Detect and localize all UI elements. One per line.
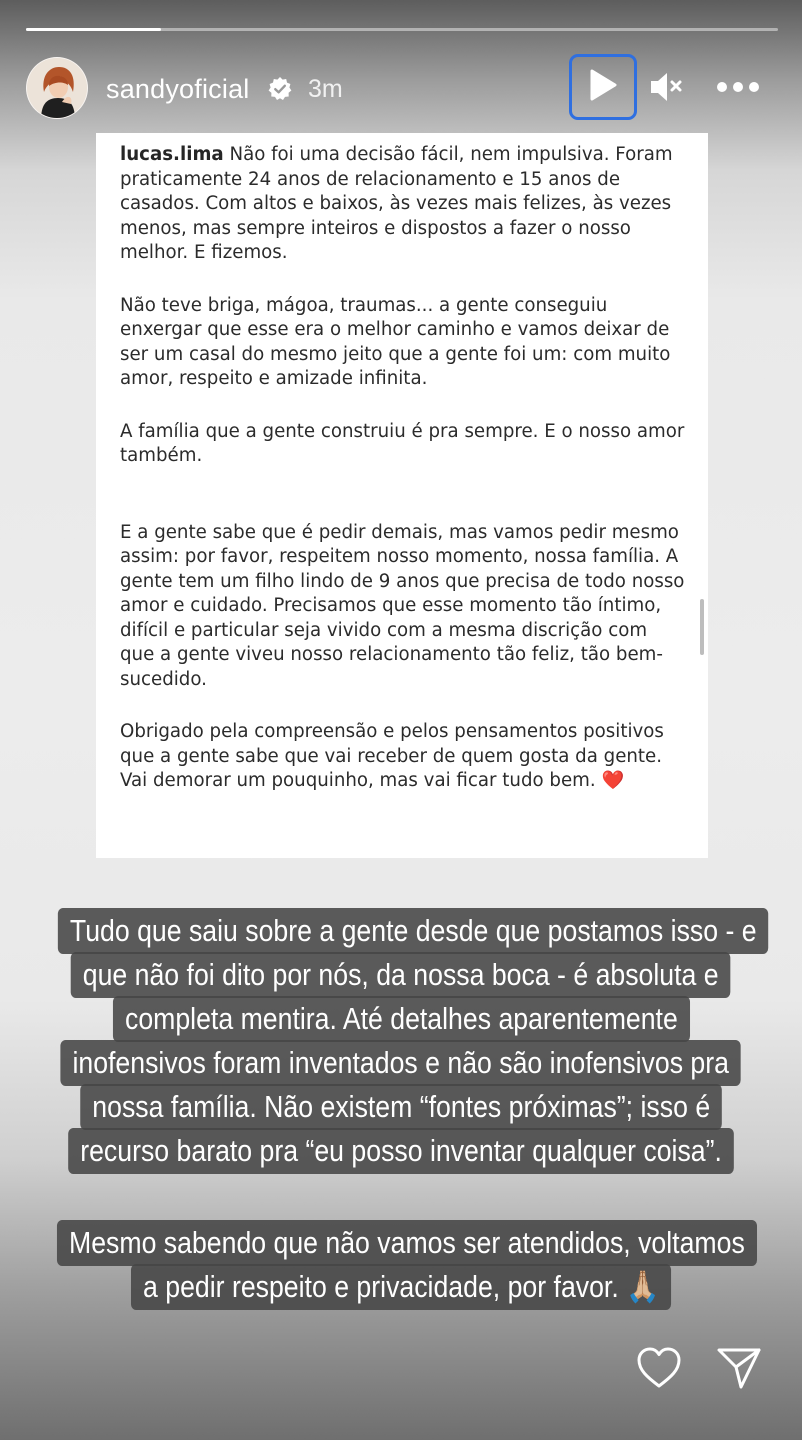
story-progress-fill bbox=[26, 28, 161, 31]
more-options-button[interactable] bbox=[716, 78, 760, 96]
story-progress-bar bbox=[26, 28, 778, 31]
post-paragraph bbox=[120, 143, 686, 266]
post-paragraph: A família que a gente construiu é pra sempre. E o nosso amor também. bbox=[120, 420, 685, 466]
post-paragraph-text: Obrigado pela compreensão e pelos pensamentos positivos que a gente sabe que vai receber de quem gosta da gente. Vai demorar um pouquinho, mas vai ficar tudo bem. bbox=[120, 721, 664, 791]
verified-badge-icon bbox=[267, 76, 293, 102]
caption-sticker-2 bbox=[0, 1222, 802, 1310]
post-timestamp: 3m bbox=[308, 75, 343, 103]
play-icon bbox=[587, 68, 619, 107]
caption-line: completa mentira. Até detalhes aparentemente bbox=[113, 996, 690, 1042]
send-icon bbox=[716, 1377, 762, 1394]
like-button[interactable] bbox=[636, 1346, 682, 1390]
heart-icon bbox=[636, 1377, 682, 1394]
avatar[interactable] bbox=[26, 57, 88, 119]
post-screenshot bbox=[96, 133, 708, 858]
username[interactable]: sandyoficial bbox=[106, 74, 250, 104]
caption-line: inofensivos foram inventados e não são inofensivos pra bbox=[61, 1040, 742, 1086]
post-author-handle: lucas.lima bbox=[120, 144, 224, 165]
share-button[interactable] bbox=[716, 1346, 762, 1390]
red-heart-emoji: ❤️ bbox=[601, 770, 625, 791]
caption-line: nossa família. Não existem “fontes próximas”; isso é bbox=[80, 1084, 722, 1130]
caption-line: recurso barato pra “eu posso inventar qualquer coisa”. bbox=[68, 1128, 734, 1174]
caption-sticker-1 bbox=[0, 910, 802, 1174]
play-button[interactable] bbox=[569, 54, 637, 120]
mute-button[interactable] bbox=[648, 70, 684, 104]
caption-line: a pedir respeito e privacidade, por favor. 🙏🏼 bbox=[131, 1264, 671, 1310]
scrollbar-thumb bbox=[700, 599, 704, 655]
caption-line: Mesmo sabendo que não vamos ser atendidos, voltamos bbox=[57, 1220, 757, 1266]
caption-line: Tudo que saiu sobre a gente desde que postamos isso - e bbox=[58, 908, 769, 954]
post-paragraph bbox=[120, 720, 686, 794]
story-header bbox=[26, 56, 778, 120]
post-paragraph: E a gente sabe que é pedir demais, mas vamos pedir mesmo assim: por favor, respeitem nosso momento, nossa família. A gente tem um filho lindo de 9 anos que precisa de todo nosso amor e cuidado. Precisamos que esse momento tão íntimo, difícil e particular seja vivido com a mesma discrição com que a gente viveu nosso relacionamento tão feliz, tão bem-sucedido. bbox=[120, 521, 685, 690]
caption-line: que não foi dito por nós, da nossa boca - é absoluta e bbox=[71, 952, 731, 998]
post-paragraph: Não teve briga, mágoa, traumas... a gente conseguiu enxergar que esse era o melhor caminho e vamos deixar de ser um casal do mesmo jeito que a gente foi um: com muito amor, respeito e amizade infinita. bbox=[120, 294, 671, 389]
post-paragraph-text: Não foi uma decisão fácil, nem impulsiva. Foram praticamente 24 anos de relacionamento e 15 anos de casados. Com altos e baixos, às vezes mais felizes, às vezes menos, mas sempre inteiros e dispostos a fazer o nosso melhor. E fizemos. bbox=[120, 144, 673, 263]
more-dots-icon bbox=[716, 83, 760, 100]
speaker-muted-icon bbox=[648, 91, 684, 108]
